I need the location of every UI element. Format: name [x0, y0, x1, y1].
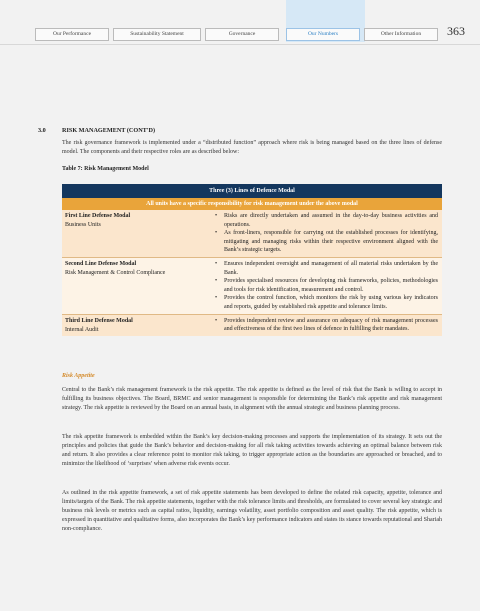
tab-sustainability-statement[interactable]: Sustainability Statement	[113, 28, 201, 41]
risk-appetite-paragraph-2: The risk appetite framework is embedded within the Bank’s key decision-making processes and supports the implementation of its strategy. It sets out the principles and policies that guide the Bank’s behavior and decision-making for all risk taking activities towards achieving an optimal balance between risk and return. It also provides a clear reference point to monitor risk taking, to trigger appropriate action as the boundaries are approached or breached, and to minimize the likelihood of ‘surprises’ when adverse risk events occur.	[62, 434, 442, 467]
list-item: • Provides independent review and assurance on adequacy of risk management processes and effectiveness of the first two lines of defence in fulfilling their mandates.	[215, 317, 438, 333]
row-title: First Line Defense Modal	[65, 213, 131, 219]
table-row	[62, 258, 442, 315]
list-item: • Risks are directly undertaken and assumed in the day-to-day business activities and operations.	[215, 213, 438, 228]
table-row	[62, 210, 442, 258]
table-row	[62, 315, 442, 336]
header-divider	[0, 44, 480, 45]
list-item: • Provides the control function, which monitors the risk by using various key indicators and reports, guided by established risk appetite and tolerance limits.	[215, 295, 438, 310]
tab-other-information[interactable]: Other Information	[364, 28, 438, 41]
row-subtitle: Internal Audit	[65, 326, 99, 333]
list-item: • Ensures independent oversight and management of all material risks undertaken by the Bank.	[215, 260, 438, 276]
section-heading	[38, 127, 155, 134]
section-number: 3.0	[38, 127, 46, 134]
row-title: Third Line Defense Modal	[65, 317, 133, 324]
tab-our-performance[interactable]: Our Performance	[35, 28, 109, 41]
risk-model-table	[62, 184, 442, 336]
page-number: 363	[447, 24, 465, 38]
top-navigation	[0, 0, 480, 44]
table-subheader: All units have a specific responsibility for risk management under the above modal	[62, 198, 442, 210]
row-subtitle: Risk Management & Control Compliance	[65, 269, 166, 276]
section-title: RISK MANAGEMENT (CONT'D)	[62, 127, 156, 134]
risk-appetite-heading: Risk Appetite	[62, 373, 95, 379]
list-item: • As front-liners, responsible for carrying out the established processes for identifying, mitigating and managing risks within their respective environment aligned with the Bank’s strategic targets.	[215, 230, 438, 254]
tab-our-numbers[interactable]: Our Numbers	[286, 28, 360, 41]
table-caption: Table 7: Risk Management Model	[62, 166, 149, 172]
risk-appetite-paragraph-1: Central to the Bank’s risk management framework is the risk appetite. The risk appetite is defined as the level of risk that the Bank is willing to accept in fulfilling its business objectives. The Board, BRMC and senior management is responsible for determining the Bank’s risk appetite and risk management strategy. The risk appetite is reviewed by the Board on an annual basis, in alignment with the annual strategic and business planning process.	[62, 387, 442, 411]
row-subtitle: Business Units	[65, 222, 101, 228]
table-header: Three (3) Lines of Defence Modal	[62, 184, 442, 198]
risk-appetite-paragraph-3: As outlined in the risk appetite framework, a set of risk appetite statements has been developed to define the related risk capacity, appetite, tolerance and limits/targets of the Bank. The risk appetite statements, together with the risk tolerance limits and thresholds, are formulated to cover several key strategic and business risk levels or metrics such as capital ratios, liquidity, earnings volatility, asset portfolio composition and asset quality. The risk appetite, which is expressed in quantitative and qualitative forms, also incorporates the Bank’s key performance indicators and states its stance towards reputational and Shariah non-compliance.	[62, 490, 442, 532]
list-item: • Provides specialised resources for developing risk frameworks, policies, methodologies and tools for risk identification, measurement and control.	[215, 278, 438, 293]
row-title: Second Line Defense Modal	[65, 260, 137, 267]
section-intro: The risk governance framework is implemented under a “distributed function” approach where risk is being managed based on the three lines of defense model. The components and their respective roles are as described below:	[62, 140, 442, 155]
tab-governance[interactable]: Governance	[205, 28, 279, 41]
